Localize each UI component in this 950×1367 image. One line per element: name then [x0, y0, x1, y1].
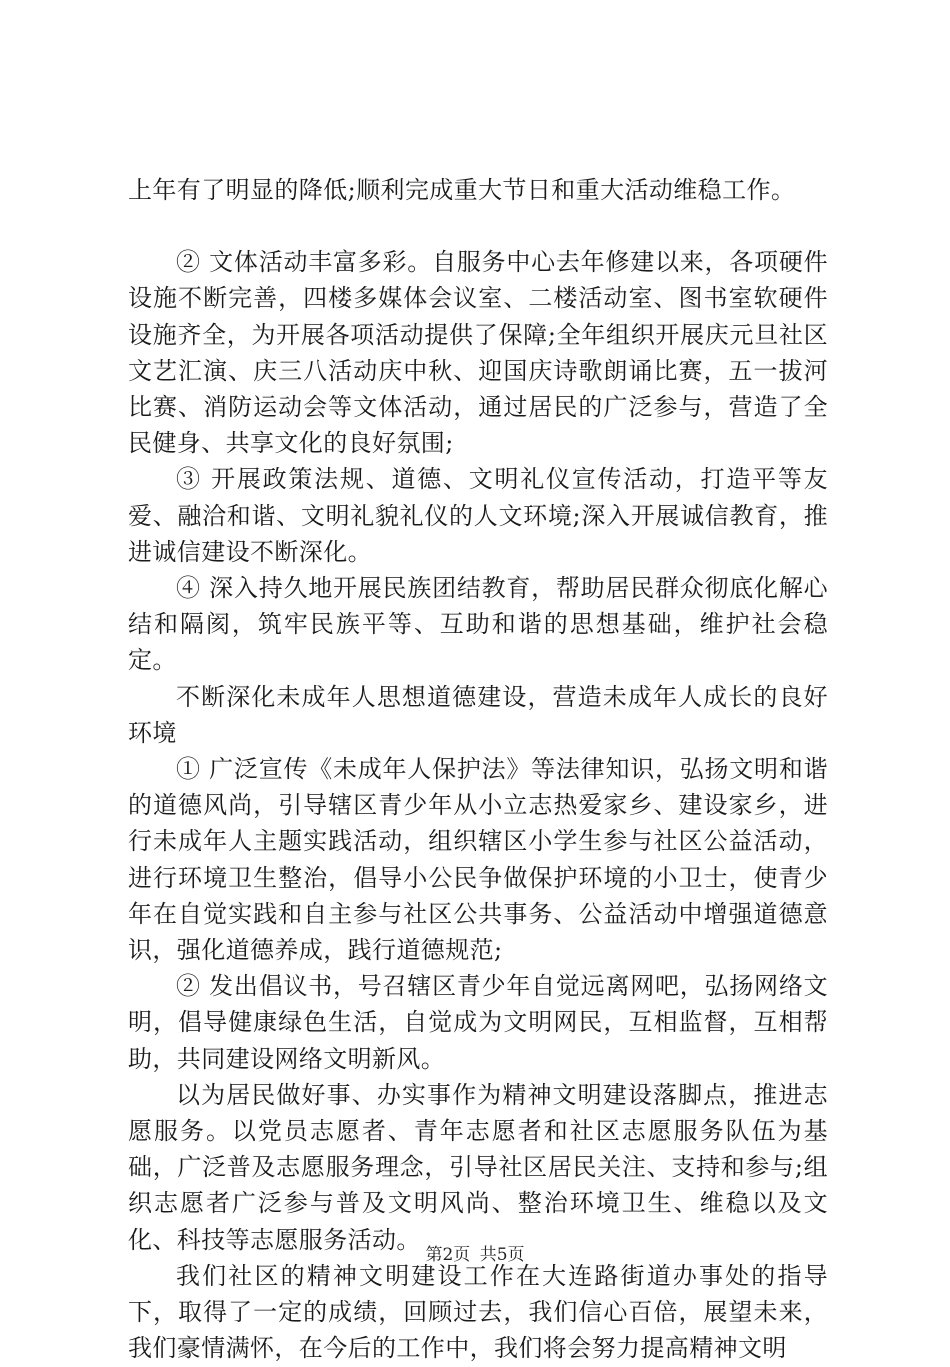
paragraph: ② 发出倡议书，号召辖区青少年自觉远离网吧，弘扬网络文明，倡导健康绿色生活，自觉成为文明网民，互相监督，互相帮助，共同建设网络文明新风。 [128, 972, 828, 1073]
document-body [128, 172, 828, 1367]
paragraph: 我们社区的精神文明建设工作在大连路街道办事处的指导下，取得了一定的成绩，回顾过去，我们信心百倍，展望未来，我们豪情满怀，在今后的工作中，我们将会努力提高精神文明 [128, 1261, 828, 1363]
page-footer [0, 1244, 950, 1266]
paragraph: 上年有了明显的降低;顺利完成重大节日和重大活动维稳工作。 [128, 176, 796, 204]
paragraph: 不断深化未成年人思想道德建设，营造未成年人成长的良好环境 [128, 682, 828, 747]
paragraph: 以为居民做好事、办实事作为精神文明建设落脚点，推进志愿服务。以党员志愿者、青年志愿者和社区志愿服务队伍为基础，广泛普及志愿服务理念，引导社区居民关注、支持和参与;组织志愿者广泛参与普及文明风尚、整治环境卫生、维稳以及文化、科技等志愿服务活动。 [128, 1080, 828, 1254]
page-number: 第2页 [425, 1245, 471, 1265]
paragraph: ① 广泛宣传《未成年人保护法》等法律知识，弘扬文明和谐的道德风尚，引导辖区青少年从小立志热爱家乡、建设家乡，进行未成年人主题实践活动，组织辖区小学生参与社区公益活动，进行环境卫生整治，倡导小公民争做保护环境的小卫士，使青少年在自觉实践和自主参与社区公共事务、公益活动中增强道德意识，强化道德养成，践行道德规范; [128, 755, 828, 965]
page-total: 共5页 [479, 1245, 525, 1265]
paragraph: ② 文体活动丰富多彩。自服务中心去年修建以来，各项硬件设施不断完善，四楼多媒体会议室、二楼活动室、图书室软硬件设施齐全，为开展各项活动提供了保障;全年组织开展庆元旦社区文艺汇演、庆三八活动庆中秋、迎国庆诗歌朗诵比赛，五一拔河比赛、消防运动会等文体活动，通过居民的广泛参与，营造了全民健身、共享文化的良好氛围; [128, 248, 828, 458]
paragraph: ③ 开展政策法规、道德、文明礼仪宣传活动，打造平等友爱、融洽和谐、文明礼貌礼仪的人文环境;深入开展诚信教育，推进诚信建设不断深化。 [128, 465, 828, 566]
paragraph: ④ 深入持久地开展民族团结教育，帮助居民群众彻底化解心结和隔阂，筑牢民族平等、互助和谐的思想基础，维护社会稳定。 [128, 574, 828, 675]
